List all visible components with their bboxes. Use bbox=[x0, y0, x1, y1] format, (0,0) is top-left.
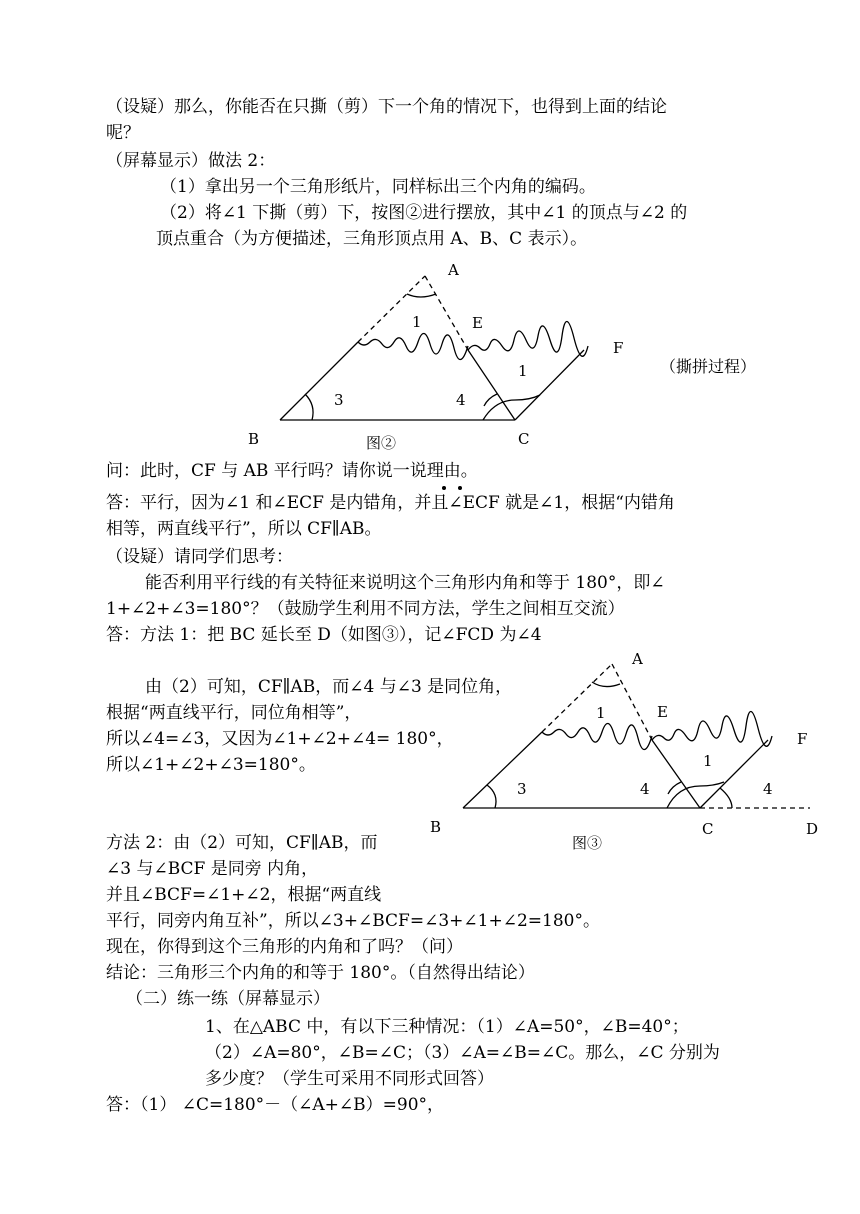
fig2-angle-1: 1 bbox=[412, 313, 422, 331]
fig3-angle-4: 4 bbox=[640, 780, 650, 798]
text-line: （屏幕显示）做法 2： bbox=[106, 151, 276, 171]
fig2-caption: 图② bbox=[366, 434, 397, 452]
text-line: 多少度？（学生可采用不同形式回答） bbox=[205, 1069, 494, 1089]
text-line: 1+∠2+∠3=180°？（鼓励学生利用不同方法，学生之间相互交流） bbox=[106, 599, 625, 619]
fig2-label-E: E bbox=[472, 314, 483, 332]
fig2-side-note: （撕拼过程） bbox=[660, 357, 757, 376]
fig2-label-F: F bbox=[613, 339, 624, 357]
fig3-caption: 图③ bbox=[572, 834, 603, 852]
fig3-label-F: F bbox=[797, 730, 808, 748]
text-line: 并且∠BCF=∠1+∠2，根据“两直线 bbox=[106, 885, 382, 905]
text-line: 相等，两直线平行”，所以 CF∥AB。 bbox=[106, 519, 382, 539]
text-line: （2）将∠1 下撕（剪）下，按图②进行摆放，其中∠1 的顶点与∠2 的 bbox=[160, 203, 688, 223]
text-line: 答：平行，因为∠1 和∠ECF 是内错角，并且∠ECF 就是∠1，根据“内错角 bbox=[106, 493, 675, 513]
fig3-angle-1: 1 bbox=[596, 704, 606, 722]
fig2-angle-1-moved: 1 bbox=[518, 362, 528, 380]
fig3-angle-1-moved: 1 bbox=[703, 752, 713, 770]
text-line: 由（2）可知，CF∥AB，而∠4 与∠3 是同位角， bbox=[145, 677, 513, 697]
text-line: 1、在△ABC 中，有以下三种情况：（1）∠A=50°，∠B=40°； bbox=[205, 1017, 689, 1037]
text-line: 结论：三角形三个内角的和等于 180°。（自然得出结论） bbox=[106, 963, 535, 983]
text-line: （二）练一练（屏幕显示） bbox=[126, 989, 330, 1009]
text-line: （设疑）那么，你能否在只撕（剪）下一个角的情况下，也得到上面的结论 bbox=[106, 97, 667, 117]
fig3-label-E: E bbox=[657, 703, 668, 721]
fig3-label-D: D bbox=[806, 820, 819, 838]
text-line: （2）∠A=80°，∠B=∠C；（3）∠A=∠B=∠C。那么，∠C 分别为 bbox=[205, 1043, 720, 1063]
fig3-label-C: C bbox=[702, 820, 714, 838]
text-line: 问：此时，CF 与 AB 平行吗？请你说一说理由。 bbox=[106, 461, 478, 481]
text-line: 顶点重合（为方便描述，三角形顶点用 A、B、C 表示）。 bbox=[156, 229, 588, 249]
text-line: 能否利用平行线的有关特征来说明这个三角形内角和等于 180°，即∠ bbox=[145, 573, 665, 593]
fig2-angle-4: 4 bbox=[456, 391, 466, 409]
fig3-angle-4-exterior: 4 bbox=[763, 780, 773, 798]
text-line: 方法 2：由（2）可知，CF∥AB，而 bbox=[106, 833, 378, 853]
text-line: （设疑）请同学们思考： bbox=[106, 547, 293, 567]
fig2-label-A: A bbox=[448, 261, 459, 279]
text-line: 答：方法 1：把 BC 延长至 D（如图③），记∠FCD 为∠4 bbox=[106, 625, 542, 645]
fig3-angle-3: 3 bbox=[517, 780, 527, 798]
fig3-label-B: B bbox=[430, 818, 442, 836]
fig2-label-B: B bbox=[248, 430, 260, 448]
text-line: 所以∠1+∠2+∠3=180°。 bbox=[106, 755, 316, 775]
text-line: 根据“两直线平行，同位角相等”， bbox=[106, 703, 362, 723]
text-line: 呢？ bbox=[106, 123, 140, 143]
text-line: ∠3 与∠BCF 是同旁 内角， bbox=[106, 859, 319, 879]
text-line: 所以∠4=∠3，又因为∠1+∠2+∠4= 180°， bbox=[106, 729, 454, 749]
fig3-label-A: A bbox=[632, 650, 643, 668]
text-line: 平行，同旁内角互补”，所以∠3+∠BCF=∠3+∠1+∠2=180°。 bbox=[106, 911, 600, 931]
text-line: 答：（1） ∠C=180°－（∠A+∠B）=90°， bbox=[106, 1095, 445, 1115]
fig2-label-C: C bbox=[518, 430, 530, 448]
text-line: （1）拿出另一个三角形纸片，同样标出三个内角的编码。 bbox=[160, 177, 596, 197]
text-line: 现在，你得到这个三角形的内角和了吗？（问） bbox=[106, 937, 463, 957]
fig2-angle-3: 3 bbox=[334, 391, 344, 409]
